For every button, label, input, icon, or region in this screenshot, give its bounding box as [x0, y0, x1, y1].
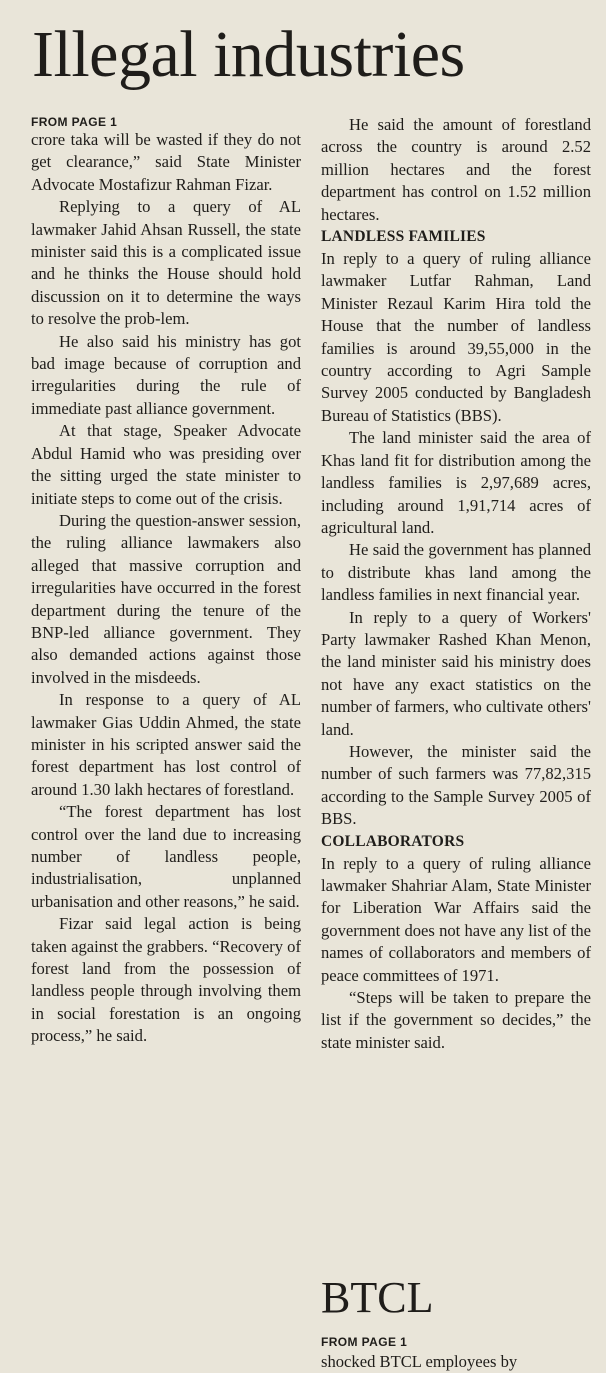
- next-article: [321, 1270, 591, 1373]
- paragraph: At that stage, Speaker Advocate Abdul Hamid who was presiding over the sitting urged the state minister to initiate steps to come out of the crisis.: [31, 421, 301, 508]
- paragraph: He said the government has planned to distribute khas land among the landless families in next financial year.: [321, 540, 591, 605]
- paragraph: He said the amount of forestland across the country is around 2.52 million hectares and the forest department has control on 1.52 million hectares.: [321, 115, 591, 224]
- next-article-headline: BTCL: [321, 1273, 434, 1322]
- kicker: FROM PAGE 1: [31, 115, 118, 129]
- paragraph: Replying to a query of AL lawmaker Jahid Ahsan Russell, the state minister said this is a complicated issue and he thinks the House should hold discussion on it to determine the ways to resolve the prob-lem.: [31, 197, 301, 329]
- right-column: [321, 114, 591, 1054]
- paragraph: Fizar said legal action is being taken against the grabbers. “Recovery of forest land from the possession of landless people through involving them in social forestation is an ongoing process,” he said.: [31, 914, 301, 1046]
- paragraph: In reply to a query of ruling alliance lawmaker Lutfar Rahman, Land Minister Rezaul Karim Hira told the House that the number of landless families is around 39,55,000 in the country according to Agri Sample Survey 2005 conducted by Bangladesh Bureau of Statistics (BBS).: [321, 249, 591, 425]
- next-article-kicker: FROM PAGE 1: [321, 1335, 408, 1349]
- paragraph: “The forest department has lost control over the land due to increasing number of landless people, industrialisation, unplanned urbanisation and other reasons,” he said.: [31, 802, 301, 911]
- next-article-snippet: shocked BTCL employees by: [321, 1352, 518, 1371]
- paragraph: In reply to a query of Workers' Party lawmaker Rashed Khan Menon, the land minister said his ministry does not have any exact statistics on the number of farmers, who cultivate others' land.: [321, 607, 591, 739]
- paragraph: In reply to a query of ruling alliance lawmaker Shahriar Alam, State Minister for Liberation War Affairs said the government does not have any list of the names of collaborators and members of peace committees of 1971.: [321, 853, 591, 985]
- paragraph: He also said his ministry has got bad image because of corruption and irregularities during the rule of immediate past alliance government.: [31, 331, 301, 418]
- paragraph: During the question-answer session, the ruling alliance lawmakers also alleged that massive corruption and irregularities have occurred in the forest department during the tenure of the BNP-led alliance government. They also demanded actions against those involved in the misdeeds.: [31, 510, 301, 687]
- headline: Illegal industries: [32, 18, 465, 91]
- subhead-landless-families: LANDLESS FAMILIES: [321, 228, 486, 246]
- subhead-collaborators: COLLABORATORS: [321, 832, 465, 850]
- paragraph: However, the minister said the number of such farmers was 77,82,315 according to the Sample Survey 2005 of BBS.: [321, 741, 591, 829]
- paragraph: crore taka will be wasted if they do not get clearance,” said State Minister Advocate Mostafizur Rahman Fizar.: [31, 130, 301, 194]
- left-column: [31, 114, 301, 1048]
- paragraph: The land minister said the area of Khas land fit for distribution among the landless families is 2,97,689 acres, including around 1,91,714 acres of agricultural land.: [321, 428, 591, 537]
- paragraph: In response to a query of AL lawmaker Gias Uddin Ahmed, the state minister in his scripted answer said the forest department has lost control of around 1.30 lakh hectares of forestland.: [31, 690, 301, 799]
- paragraph: “Steps will be taken to prepare the list if the government so decides,” the state minister said.: [321, 988, 591, 1052]
